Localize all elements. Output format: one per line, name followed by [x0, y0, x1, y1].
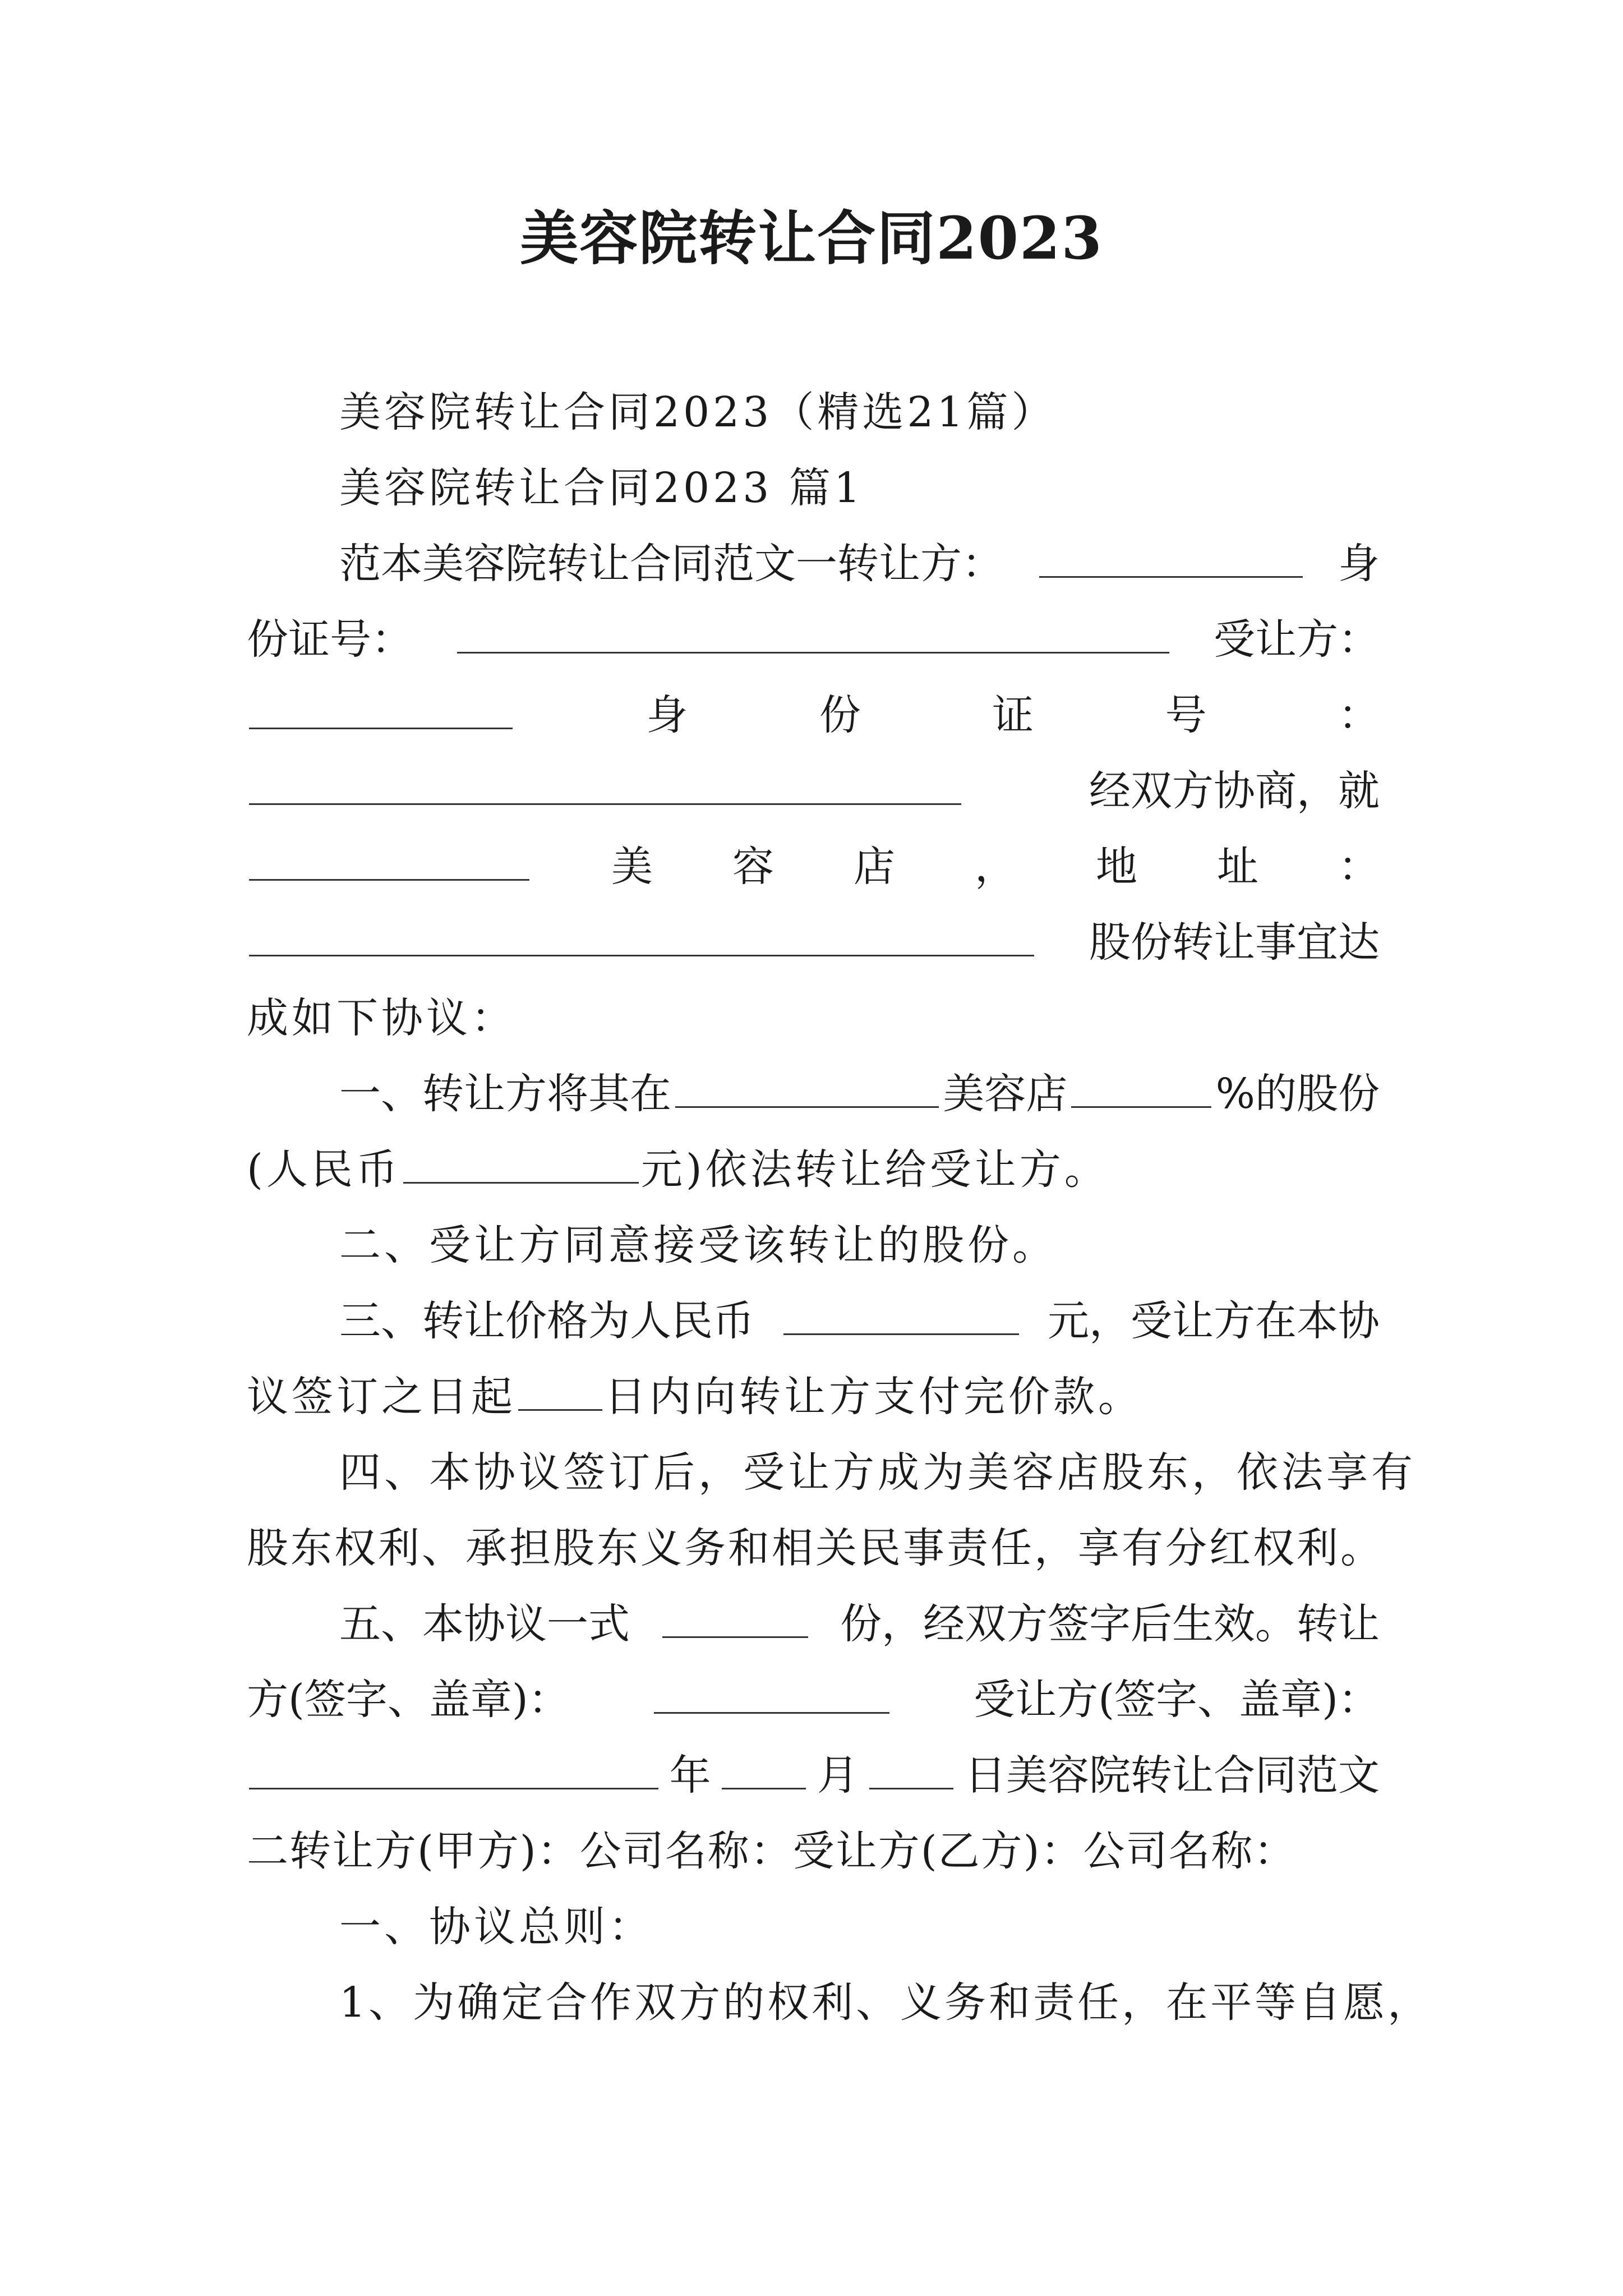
clause-3-d: 日内向转让方支付完价款。	[605, 1373, 1143, 1421]
clause-3-c: 议签订之日起	[247, 1373, 516, 1421]
transferee-blank	[249, 693, 513, 729]
shop-char: ，	[975, 843, 1016, 891]
clause-3-a: 三、转让价格为人民币	[339, 1297, 754, 1345]
shop-char: ：	[1338, 843, 1380, 891]
id-char: 身	[646, 691, 688, 739]
shop-name-blank	[249, 844, 529, 881]
transferee-sign-blank	[249, 1753, 658, 1789]
date-year: 年	[669, 1751, 711, 1800]
shop-char: 容	[732, 843, 774, 891]
shop-char: 美	[611, 843, 653, 891]
transferee-id-blank	[249, 769, 961, 805]
shop-char: 店	[854, 843, 895, 891]
clause-1-e: 元)依法转让给受让方。	[640, 1145, 1109, 1194]
clause-3-line-2	[247, 1369, 1380, 1425]
section-heading: 美容院转让合同2023 篇1	[339, 464, 864, 512]
clause-1-blank-2	[1071, 1071, 1211, 1108]
id-char: 份	[819, 691, 861, 739]
clause-5-c: 方(签字、盖章)：	[247, 1676, 570, 1724]
clause-5-line-1	[339, 1596, 1380, 1652]
date-month: 月	[817, 1751, 859, 1800]
document-title: 美容院转让合同2023	[520, 204, 1103, 273]
id-char: 号	[1165, 691, 1207, 739]
negotiate-text: 经双方协商，就	[1089, 767, 1380, 815]
id-number-label: 份证号：	[247, 615, 413, 664]
intro-line-3	[247, 687, 1380, 743]
date-day-tail: 日美容院转让合同范文	[964, 1751, 1380, 1800]
equity-text: 股份转让事宜达	[1089, 918, 1380, 967]
clause-1-c: %的股份	[1215, 1070, 1380, 1118]
clause-5-a: 五、本协议一式	[339, 1600, 630, 1648]
intro-line-2	[247, 611, 1380, 668]
clause-1-a: 一、转让方将其在	[339, 1070, 671, 1118]
subtitle: 美容院转让合同2023（精选21篇）	[339, 388, 1057, 436]
transferor-blank	[1039, 541, 1303, 578]
intro-line-1-end: 身	[1338, 540, 1380, 588]
address-blank	[249, 920, 1034, 956]
clause-1-b: 美容店	[943, 1070, 1068, 1118]
intro-line-5	[247, 839, 1380, 895]
clause-1-d: (人民币	[247, 1145, 401, 1194]
transferor-sign-blank	[654, 1677, 889, 1714]
clause-3-blank-2	[518, 1374, 602, 1411]
id-char: ：	[1338, 691, 1380, 739]
intro-line-6	[247, 914, 1380, 970]
second-contract-line: 二转让方(甲方)：公司名称：受让方(乙方)：公司名称：	[247, 1827, 1297, 1875]
clause-1-line-1	[339, 1066, 1380, 1122]
general-item-1: 1、为确定合作双方的权利、义务和责任，在平等自愿，	[339, 1978, 1432, 2027]
transferee-label: 受让方：	[1214, 615, 1380, 664]
id-number-blank	[457, 617, 1169, 654]
clause-5-line-2	[247, 1672, 1380, 1728]
clause-5-blank-1	[662, 1602, 808, 1638]
intro-line-7: 成如下协议：	[247, 994, 516, 1042]
clause-3-line-1	[339, 1293, 1380, 1349]
clause-2: 二、受让方同意接受该转让的股份。	[339, 1221, 1057, 1269]
clause-4-line-2: 股东权利、承担股东义务和相关民事责任，享有分红权利。	[247, 1524, 1384, 1572]
clause-1-blank-3	[403, 1147, 639, 1184]
date-month-blank	[722, 1753, 806, 1789]
clause-3-b: 元，受让方在本协	[1048, 1297, 1380, 1345]
date-day-blank	[869, 1753, 953, 1789]
clause-1-line-2	[247, 1142, 1380, 1198]
clause-5-d: 受让方(签字、盖章)：	[974, 1676, 1380, 1724]
shop-char: 地	[1096, 843, 1137, 891]
clause-4-line-1: 四、本协议签订后，受让方成为美容店股东，依法享有	[339, 1448, 1416, 1497]
clause-3-blank-1	[783, 1299, 1019, 1335]
date-line	[247, 1747, 1380, 1803]
intro-line-1	[339, 536, 1380, 592]
intro-line-4	[247, 763, 1380, 819]
transferor-label: 范本美容院转让合同范文一转让方：	[339, 540, 1003, 588]
clause-5-b: 份，经双方签字后生效。转让	[840, 1600, 1380, 1648]
general-heading: 一、协议总则：	[339, 1903, 653, 1951]
shop-char: 址	[1217, 843, 1258, 891]
id-char: 证	[992, 691, 1034, 739]
clause-1-blank-1	[675, 1071, 939, 1108]
